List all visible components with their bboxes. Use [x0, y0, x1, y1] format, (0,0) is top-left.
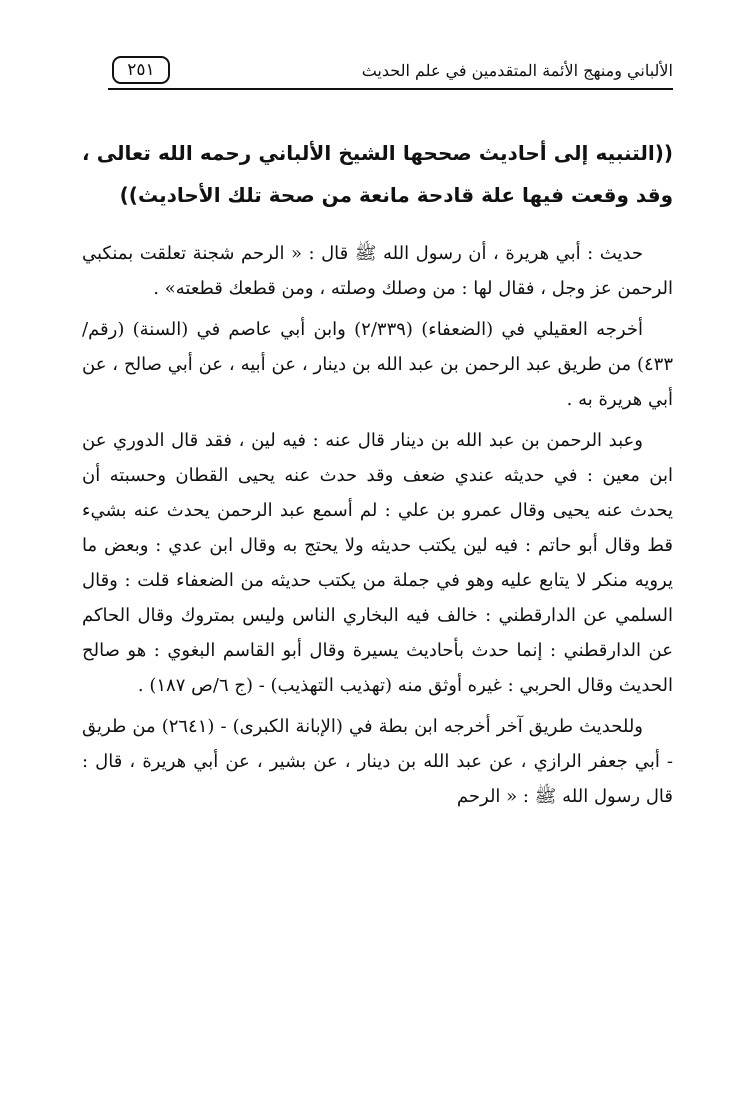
header-divider — [108, 88, 673, 90]
paragraph-other-route: وللحديث طريق آخر أخرجه ابن بطة في (الإبانة الكبرى) - (٢٦٤١) من طريق - أبي جعفر الرازي ، عن عبد الله بن دينار ، عن بشير ، عن أبي هريرة ، قال : قال رسول الله ﷺ : « الرحم — [82, 716, 673, 807]
page-header — [108, 52, 673, 90]
page-number-frame — [112, 56, 170, 84]
body-text — [82, 236, 673, 820]
paragraph-hadith-text: حديث : أبي هريرة ، أن رسول الله ﷺ قال : « الرحم شجنة تعلقت بمنكبي الرحمن عز وجل ، فقال لها : من وصلك وصلته ، ومن قطعك قطعته» . — [82, 243, 673, 299]
paragraph-narrator-criticism: وعبد الرحمن بن عبد الله بن دينار قال عنه : فيه لين ، فقد قال الدوري عن ابن معين : في حديثه عندي ضعف وقد حدث عنه يحيى القطان وحسبته أن يحدث عنه يحيى وقال عمرو بن علي : لم أسمع عبد الرحمن يحدث عنه بشيء قط وقال أبو حاتم : فيه لين يكتب حديثه ولا يحتج به وقال ابن عدي : وبعض ما يرويه منكر لا يتابع عليه وهو في جملة من يكتب حديثه من الضعفاء قلت : وقال السلمي عن الدارقطني : خالف فيه البخاري الناس وليس بمتروك وقال الحاكم عن الدارقطني : إنما حدث بأحاديث يسيرة وقال أبو القاسم البغوي : هو صالح الحديث وقال الحربي : غيره أوثق منه (تهذيب التهذيب) - (ج ٦/ص ١٨٧) . — [82, 430, 673, 696]
chapter-title: ((التنبيه إلى أحاديث صححها الشيخ الألباني رحمه الله تعالى ، وقد وقعت فيها علة قادحة مانعة من صحة تلك الأحاديث)) — [82, 141, 673, 207]
page-number: ٢٥١ — [127, 60, 155, 80]
running-title: الألباني ومنهج الأئمة المتقدمين في علم الحديث — [361, 61, 673, 80]
paragraph-takhrij: أخرجه العقيلي في (الضعفاء) (٢/٣٣٩) وابن أبي عاصم في (السنة) (رقم/ ٤٣٣) من طريق عبد الرحمن بن عبد الله بن دينار ، عن أبيه ، عن أبي صالح ، عن أبي هريرة به . — [82, 319, 673, 410]
